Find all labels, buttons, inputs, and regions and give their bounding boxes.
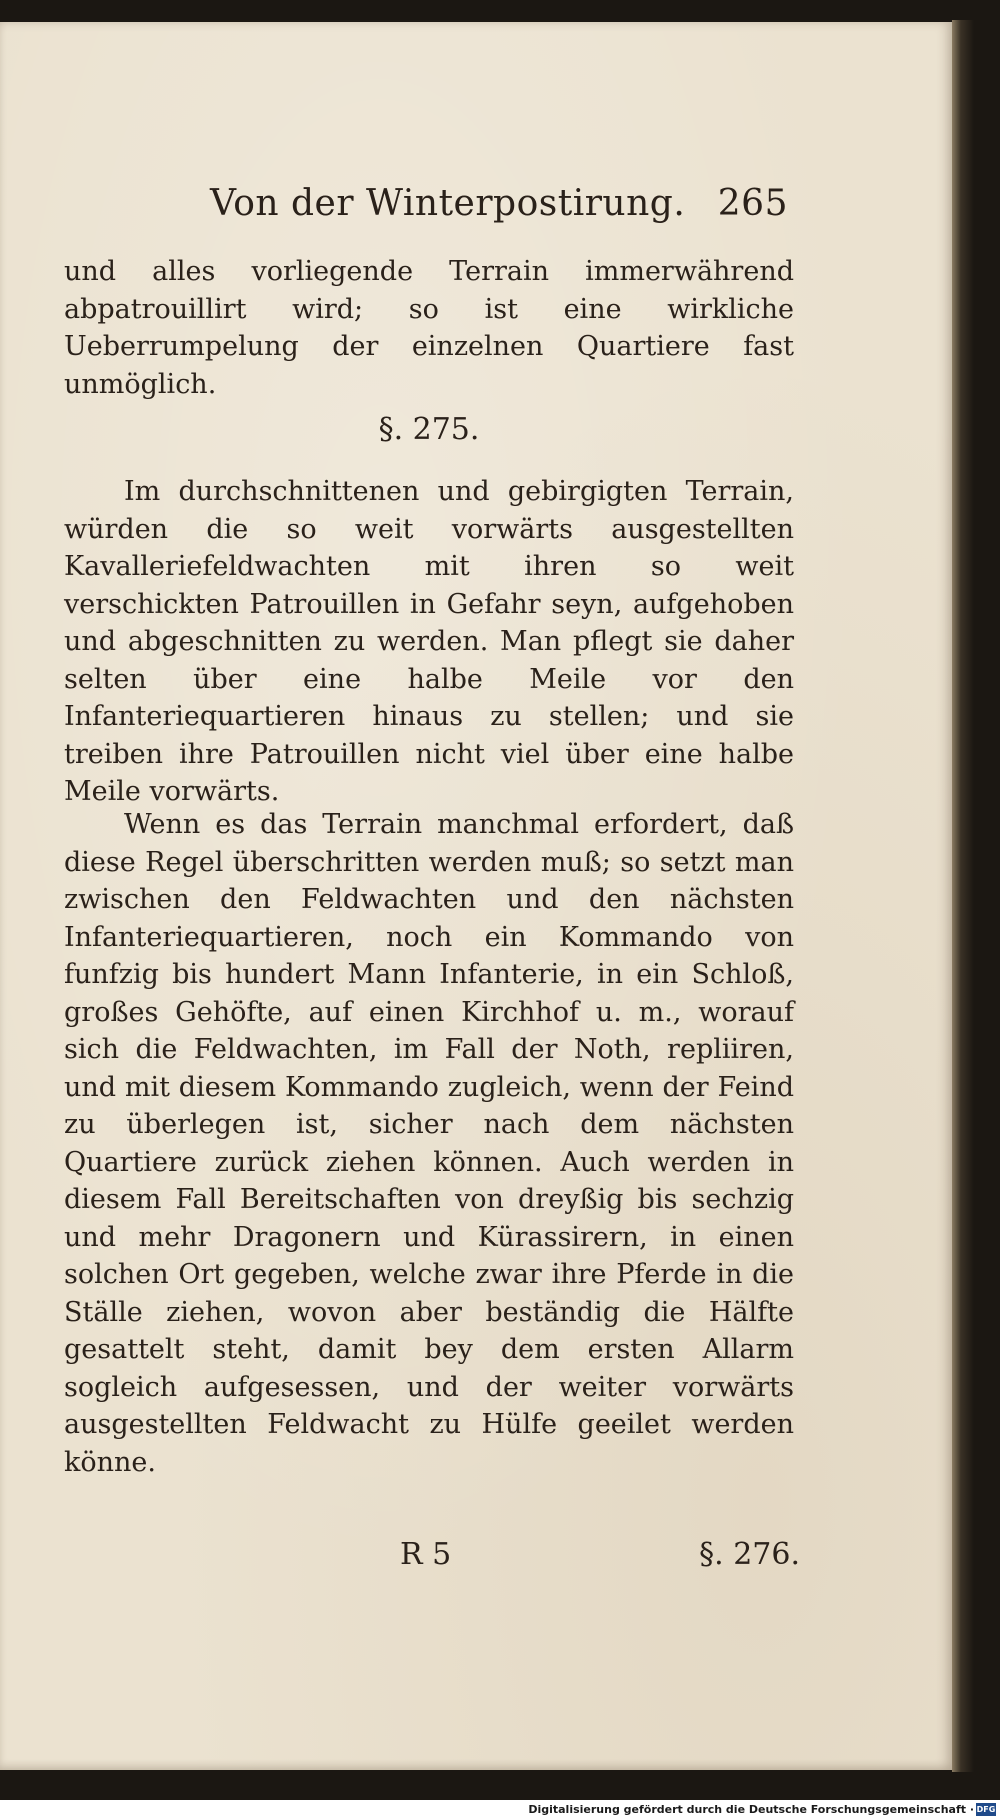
scan-credit-text: Digitalisierung gefördert durch die Deutsche Forschungsgemeinschaft · xyxy=(528,1803,974,1816)
catchword: §. 276. xyxy=(699,1537,800,1572)
running-header xyxy=(210,183,788,235)
page-edge-shadow xyxy=(952,20,974,1772)
paragraph-wenn: Wenn es das Terrain manchmal erfordert, daß diese Regel überschritten werden muß; so setzt man zwischen den Feldwachten und den nächsten Infanteriequartieren, noch ein Kommando von funfzig bis hundert Mann Infanterie, in ein Schloß, großes Gehöfte, auf einen Kirchhof u. m., worauf sich die Feldwachten, im Fall der Noth, repliiren, und mit diesem Kommando zugleich, wenn der Feind zu überlegen ist, sicher nach dem nächsten Quartiere zurück ziehen können. Auch werden in diesem Fall Bereitschaften von dreyßig bis sechzig und mehr Dragonern und Kürassirern, in einen solchen Ort gegeben, welche zwar ihre Pferde in die Ställe ziehen, wovon aber beständig die Hälfte gesattelt steht, damit bey dem ersten Allarm sogleich aufgesessen, und der weiter vorwärts ausgestellten Feldwacht zu Hülfe geeilet werden könne. xyxy=(64,809,794,1478)
scan-credit-bar xyxy=(0,1800,1000,1820)
page-footer xyxy=(400,1537,800,1572)
page-number: 265 xyxy=(717,183,788,224)
paragraph-continuation: und alles vorliegende Terrain immerwährend abpatrouillirt wird; so ist eine wirkliche Ueberrumpelung der einzelnen Quartiere fast unmöglich. xyxy=(64,256,794,400)
running-title: Von der Winterpostirung. xyxy=(210,183,686,224)
dfg-logo: DFG xyxy=(976,1805,996,1814)
section-heading: §. 275. xyxy=(378,412,480,447)
signature-mark: R 5 xyxy=(400,1537,452,1572)
paragraph-section-275: Im durchschnittenen und gebirgigten Terrain, würden die so weit vorwärts ausgestellten Kavalleriefeldwachten mit ihren so weit verschickten Patrouillen in Gefahr seyn, aufgehoben und abgeschnitten zu werden. Man pflegt sie daher selten über eine halbe Meile vor den Infanteriequartieren hinaus zu stellen; und sie treiben ihre Patrouillen nicht viel über eine halbe Meile vorwärts. xyxy=(64,476,794,807)
